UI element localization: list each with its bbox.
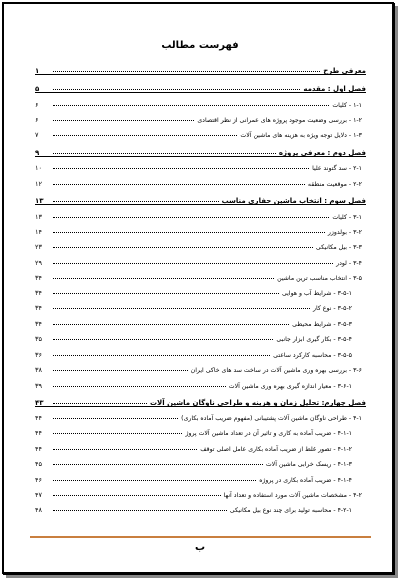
toc-entry-label: ۱-۱ - کلیات [332,102,362,109]
dot-leader [53,509,227,511]
chapter-underline [35,156,366,157]
toc-entry-label: ۳-۵-۱ - شرایط آب و هوایی [281,290,352,297]
toc-entry-row[interactable] [35,112,366,124]
toc-page-number: ۳۴ [35,274,42,282]
toc-page-number: ۴۴ [35,414,42,422]
dot-leader [53,494,221,496]
chapter-underline [35,204,366,205]
toc-entry-label: ۴-۱-۴ - ضریب آماده بکاری در پروژه [259,477,352,484]
toc-entry-label: ۳-۵-۳ - شرایط محیطی [292,321,352,328]
toc-entry-row[interactable] [35,209,366,221]
toc-entry-label: ۱-۲ - بررسی وضعیت موجود پروژه های عمرانی از نظر اقتصادی [197,117,362,124]
toc-entry-label: ۴-۱-۲ - تصور غلط از ضریب آماده بکاری عامل اصلی توقف [200,446,352,453]
toc-page-number: ۴۸ [35,506,42,514]
toc-entry-label: ۴-۱-۱ - ضریب آماده به کاری و تاثیر آن در تعداد ماشین آلات پروژ [185,430,352,437]
dot-leader [53,167,309,169]
toc-entry-label: فصل سوم : انتخاب ماشین حفاری مناسب [221,197,366,205]
toc-page-number: ۱۲ [35,180,42,188]
toc-page-number: ۳۶ [35,351,42,359]
toc-chapter-row[interactable] [35,395,366,407]
toc-entry-row[interactable] [35,127,366,139]
toc-entry-label: فصل دوم : معرفی پروژه [278,149,366,157]
dot-leader [53,216,329,218]
toc-page-number: ۳۸ [35,366,42,374]
toc-page-number: ۱ [35,67,40,75]
toc-page-number: ۴۴ [35,445,42,453]
toc-entry-label: ۳-۵-۲ - نوع کار [312,305,352,312]
toc-page-number: ۳۵ [35,335,42,343]
chapter-underline [35,406,366,407]
toc-page-number: ۲۹ [35,259,42,267]
dot-leader [53,354,270,356]
toc-entry-label: ۳-۳ - بیل مکانیکی [315,244,362,251]
toc-page-number: ۴۳ [35,399,44,407]
toc-entry-label: ۳-۴ - لودر [336,260,362,267]
dot-leader [53,200,219,202]
dot-leader [53,463,263,465]
toc-page-number: ۹ [35,149,40,157]
toc-entry-label: ۳-۶-۱ - معیار اندازه گیری بهره وری ماشین آلات [228,383,352,390]
toc-entry-row[interactable] [35,255,366,267]
dot-leader [53,231,325,233]
toc-page-number: ۳۴ [35,304,42,312]
toc-entry-row[interactable] [35,97,366,109]
toc-entry-row[interactable] [35,425,366,437]
toc-entry-row[interactable] [35,331,366,343]
toc-entry-label: ۳-۱ - کلیات [332,214,362,221]
toc-page-number: ۴۶ [35,476,42,484]
toc-page-number: ۶ [35,101,39,109]
toc-page-number: ۴۴ [35,429,42,437]
dot-leader [53,448,197,450]
dot-leader [53,323,289,325]
toc-page-number: ۳۹ [35,382,42,390]
dot-leader [53,385,226,387]
toc-entry-label: معرفی طرح [323,67,366,75]
toc-entry-label: ۳-۵-۵ - محاسبه کارکرد ساعتی [273,352,352,359]
toc-entry-row[interactable] [35,300,366,312]
toc-chapter-row[interactable] [35,81,366,93]
toc-entry-row[interactable] [35,378,366,390]
toc-page-number: ۱۳ [35,213,42,221]
toc-entry-label: فصل چهارم: تحلیل زمان و هزینه و طراحی ناوگان ماشین آلات [149,399,366,407]
dot-leader [53,246,313,248]
toc-page-number: ۶ [35,116,39,124]
toc-entry-label: ۳-۵-۴ - بکار گیری ابزار جانبی [276,336,352,343]
toc-entry-row[interactable] [35,362,366,374]
dot-leader [53,479,256,481]
toc-entry-label: ۳-۵ - انتخاب مناسب ترین ماشین [277,275,362,282]
toc-entry-label: ۱-۳ - دلایل توجه ویژه به هزینه های ماشین آلات [240,132,362,139]
dot-leader [53,417,178,419]
toc-entry-label: ۲-۲ - موقعیت منطقه [307,181,362,188]
dot-leader [53,70,320,72]
toc-entry-label: ۲-۱ - سد گتوند علیا [312,165,362,172]
toc-entry-row[interactable] [35,160,366,172]
page-title: فهرست مطالب [161,40,239,51]
toc-entry-label: ۴-۱-۳ - ریسک خرابی ماشین آلات [265,461,352,468]
toc-page-number: ۱۳ [35,197,44,205]
chapter-underline [35,92,366,93]
footer-page-number: ب [194,542,206,553]
toc-entry-row[interactable] [35,502,366,514]
toc-page-number: ۱۰ [35,164,42,172]
dot-leader [53,134,237,136]
toc-page-number: ۲۳ [35,243,42,251]
dot-leader [53,152,276,154]
toc-entry-row[interactable] [35,285,366,297]
toc-entry-label: ۳-۶ - بررسی بهره وری ماشین آلات در ساخت سد های خاکی ایران [190,367,362,374]
dot-leader [53,369,188,371]
dot-leader [53,432,182,434]
toc-entry-row[interactable] [35,347,366,359]
toc-chapter-row[interactable] [35,63,366,75]
dot-leader [53,262,333,264]
toc-page-number: ۷ [35,131,39,139]
toc-entry-label: فصل اول : مقدمه [303,85,366,93]
dot-leader [53,307,310,309]
dot-leader [53,88,300,90]
dot-leader [53,292,279,294]
toc-chapter-row[interactable] [35,193,366,205]
toc-entry-label: ۴-۲ - مشخصات ماشین آلات مورد استفاده و تعداد آنها [223,492,362,499]
toc-entry-label: ۳-۲ - بولدوزر [327,229,362,236]
toc-page-number: ۱۴ [35,228,42,236]
chapter-underline [35,74,366,75]
toc-entry-row[interactable] [35,239,366,251]
dot-leader [53,338,273,340]
dot-leader [53,104,329,106]
dot-leader [53,402,147,404]
toc-page-number: ۴۷ [35,491,42,499]
toc-entry-row[interactable] [35,472,366,484]
toc-page-number: ۴۵ [35,460,42,468]
toc-page-number: ۳۴ [35,320,42,328]
toc-entry-row[interactable] [35,316,366,328]
toc-page-number: ۳۴ [35,289,42,297]
dot-leader [53,119,194,121]
toc-entry-row[interactable] [35,410,366,422]
dot-leader [53,277,274,279]
toc-page-number: ۵ [35,85,40,93]
toc-entry-row[interactable] [35,441,366,453]
toc-entry-row[interactable] [35,456,366,468]
toc-entry-row[interactable] [35,176,366,188]
toc-entry-label: ۴-۱ - طراحی ناوگان ماشین آلات پشتیبانی (مفهوم ضریب آماده بکاری) [181,415,362,422]
footer-rule [30,536,371,538]
dot-leader [53,183,305,185]
toc-entry-row[interactable] [35,270,366,282]
toc-entry-label: ۴-۲-۱ - محاسبه تولید برای چند نوع بیل مکانیکی [229,507,352,514]
toc-entry-row[interactable] [35,487,366,499]
toc-chapter-row[interactable] [35,145,366,157]
toc-entry-row[interactable] [35,224,366,236]
